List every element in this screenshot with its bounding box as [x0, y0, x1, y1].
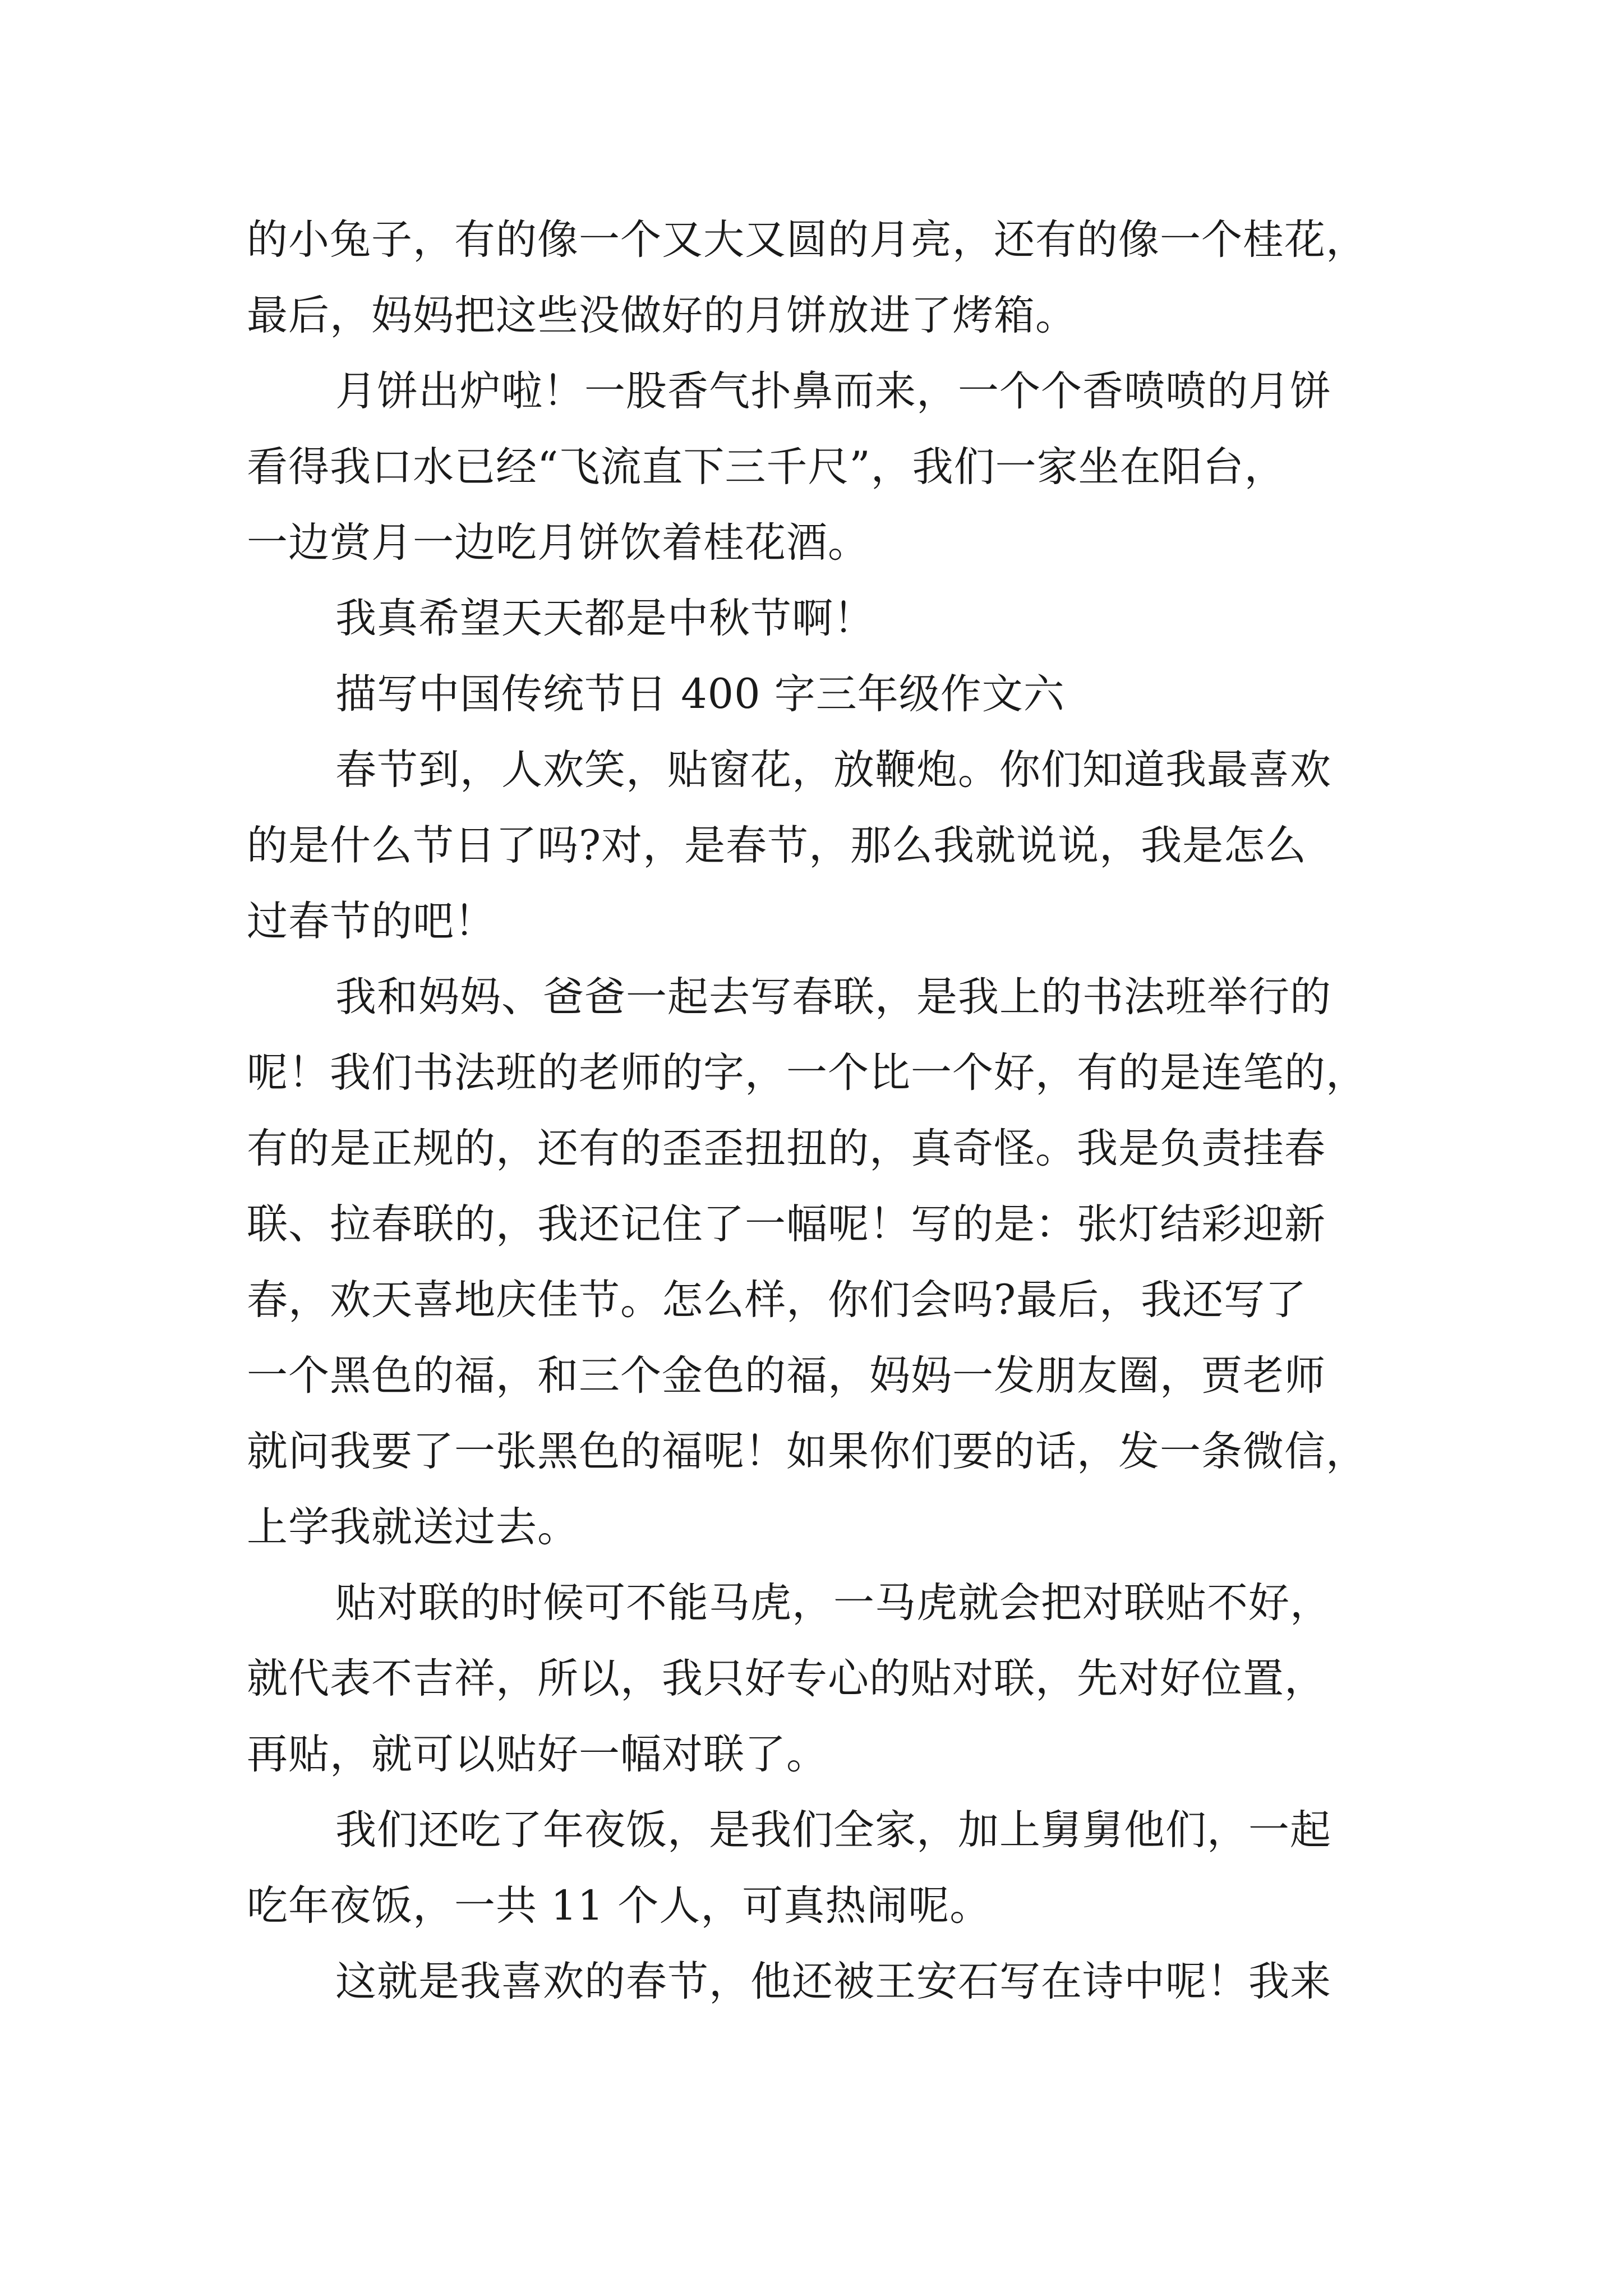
text-line: 过春节的吧！	[247, 898, 496, 945]
text-line: 上学我就送过去。	[247, 1503, 579, 1551]
section-title: 描写中国传统节日 400 字三年级作文六	[335, 670, 1065, 718]
text-line: 呢！我们书法班的老师的字，一个比一个好，有的是连笔的，	[247, 1049, 1367, 1097]
paragraph-start-line: 贴对联的时候可不能马虎，一马虎就会把对联贴不好，	[335, 1579, 1331, 1627]
text-line: 有的是正规的，还有的歪歪扭扭的，真奇怪。我是负责挂春	[247, 1125, 1326, 1172]
text-line: 春，欢天喜地庆佳节。怎么样，你们会吗?最后，我还写了	[247, 1276, 1307, 1324]
paragraph-start-line: 这就是我喜欢的春节，他还被王安石写在诗中呢！我来	[335, 1958, 1331, 2005]
text-line: 再贴，就可以贴好一幅对联了。	[247, 1731, 828, 1778]
text-line: 联、拉春联的，我还记住了一幅呢！写的是：张灯结彩迎新	[247, 1200, 1326, 1248]
text-line: 看得我口水已经“飞流直下三千尺”，我们一家坐在阳台，	[247, 443, 1286, 491]
paragraph-start-line: 我和妈妈、爸爸一起去写春联，是我上的书法班举行的	[335, 973, 1331, 1021]
paragraph-start-line: 我们还吃了年夜饭，是我们全家，加上舅舅他们，一起	[335, 1806, 1331, 1854]
text-line: 的是什么节日了吗?对，是春节，那么我就说说，我是怎么	[247, 822, 1307, 869]
text-line: 的小兔子，有的像一个又大又圆的月亮，还有的像一个桂花，	[247, 216, 1367, 264]
text-line: 一边赏月一边吃月饼饮着桂花酒。	[247, 519, 869, 567]
paragraph-start-line: 月饼出炉啦！一股香气扑鼻而来，一个个香喷喷的月饼	[335, 367, 1331, 415]
text-line: 最后，妈妈把这些没做好的月饼放进了烤箱。	[247, 292, 1077, 339]
text-line: 就问我要了一张黑色的福呢！如果你们要的话，发一条微信，	[247, 1428, 1367, 1475]
text-line: 吃年夜饭，一共 11 个人，可真热闹呢。	[247, 1882, 992, 1930]
paragraph-start-line: 我真希望天天都是中秋节啊！	[335, 595, 875, 642]
text-line: 一个黑色的福，和三个金色的福，妈妈一发朋友圈，贾老师	[247, 1352, 1326, 1400]
text-line: 就代表不吉祥，所以，我只好专心的贴对联，先对好位置，	[247, 1655, 1326, 1703]
paragraph-start-line: 春节到，人欢笑，贴窗花，放鞭炮。你们知道我最喜欢	[335, 746, 1331, 794]
